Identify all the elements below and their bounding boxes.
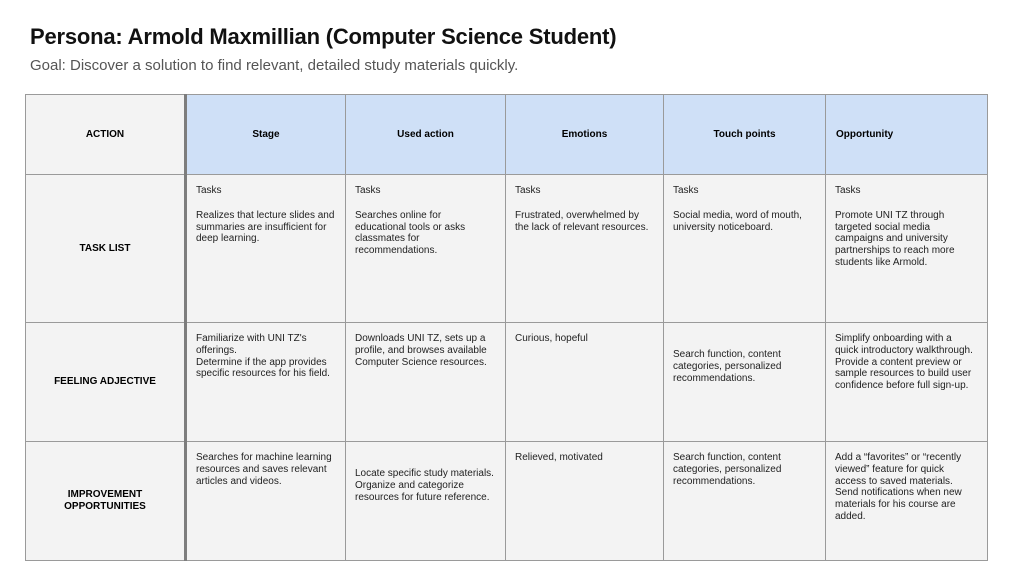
cell-text: Searches for machine learning resources and saves relevant articles and videos. (196, 452, 332, 487)
cell-stage (186, 323, 346, 442)
journey-map-table (25, 94, 988, 561)
table-header-row (26, 95, 988, 175)
cell-text: Searches online for educational tools or asks classmates for recommendations. (355, 209, 466, 257)
cell-opportunity (826, 175, 988, 323)
table-row (26, 442, 988, 561)
cell-emotions (506, 323, 664, 442)
cell-text: Promote UNI TZ through targeted social media campaigns and university partnerships to reach more students like Armold. (835, 209, 955, 268)
cell-text: Simplify onboarding with a quick introductory walkthrough. Provide a content preview or sample resources to build user confidence before full sign-up. (835, 333, 973, 392)
cell-text: Realizes that lecture slides and summaries are insufficient for deep learning. (196, 209, 335, 245)
page-title: Persona: Armold Maxmillian (Computer Science Student) (30, 24, 617, 49)
cell-emotions (506, 442, 664, 561)
cell-task-label: Tasks (515, 185, 541, 196)
cell-touch-points (664, 323, 826, 442)
cell-task-label: Tasks (673, 185, 699, 196)
cell-opportunity (826, 442, 988, 561)
cell-text: Search function, content categories, personalized recommendations. (673, 452, 782, 487)
header-emotions: Emotions (506, 95, 664, 175)
cell-text: Frustrated, overwhelmed by the lack of relevant resources. (515, 209, 649, 233)
header-stage: Stage (186, 95, 346, 175)
cell-stage (186, 175, 346, 323)
cell-text: Curious, hopeful (515, 333, 588, 344)
table-row (26, 175, 988, 323)
cell-stage (186, 442, 346, 561)
header-opportunity: Opportunity (826, 95, 988, 175)
cell-task-label: Tasks (196, 185, 222, 196)
header-used-action: Used action (346, 95, 506, 175)
cell-text: Search function, content categories, personalized recommendations. (673, 349, 782, 384)
row-label-improvement-opportunities: IMPROVEMENT OPPORTUNITIES (26, 442, 186, 561)
cell-touch-points (664, 442, 826, 561)
cell-text: Downloads UNI TZ, sets up a profile, and browses available Computer Science resources. (355, 333, 487, 368)
cell-text: Add a “favorites” or “recently viewed” feature for quick access to saved materials. Send notifications when new materials for his course are added. (835, 452, 962, 522)
cell-task-label: Tasks (355, 185, 381, 196)
cell-emotions (506, 175, 664, 323)
cell-text: Locate specific study materials. Organize and categorize resources for future reference. (355, 468, 494, 503)
cell-opportunity (826, 323, 988, 442)
cell-task-label: Tasks (835, 185, 861, 196)
cell-used-action (346, 442, 506, 561)
row-label-task-list: TASK LIST (26, 175, 186, 323)
cell-used-action (346, 175, 506, 323)
cell-touch-points (664, 175, 826, 323)
cell-text: Social media, word of mouth, university noticeboard. (673, 209, 802, 233)
header-action: ACTION (26, 95, 186, 175)
page-subtitle: Goal: Discover a solution to find relevant, detailed study materials quickly. (30, 57, 519, 74)
header-touch-points: Touch points (664, 95, 826, 175)
cell-used-action (346, 323, 506, 442)
cell-text: Familiarize with UNI TZ's offerings. Determine if the app provides specific resources for his field. (196, 333, 330, 380)
cell-text: Relieved, motivated (515, 452, 603, 463)
table-row (26, 323, 988, 442)
row-label-feeling-adjective: FEELING ADJECTIVE (26, 323, 186, 442)
